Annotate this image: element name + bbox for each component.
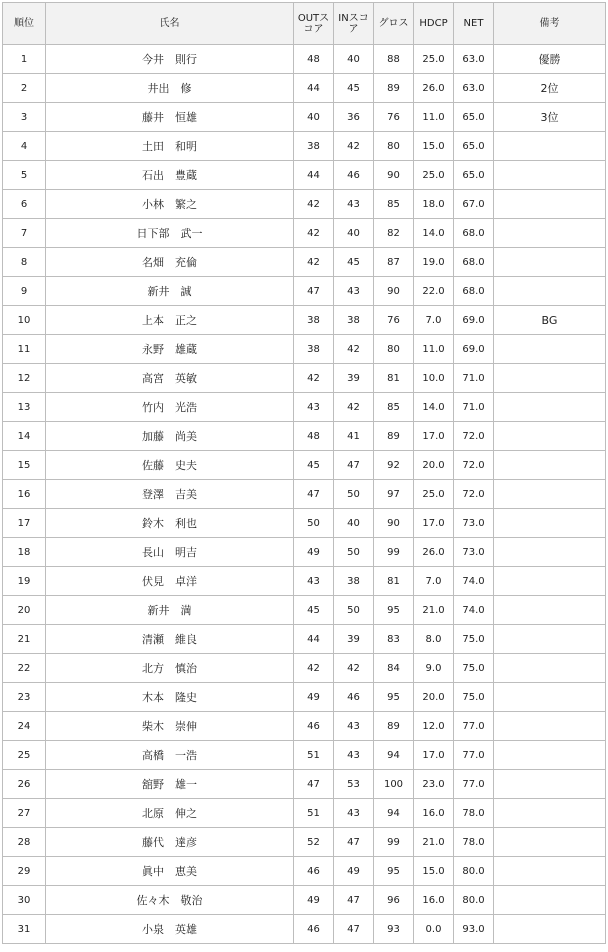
table-row [3,306,606,335]
note-cell [494,654,606,683]
hdcp-cell: 21.0 [414,596,454,625]
rank-cell: 11 [3,335,46,364]
in-score-cell: 43 [334,712,374,741]
name-cell: 永野 雄蔵 [46,335,294,364]
header-in-score: INスコア [334,3,374,45]
name-cell: 高宮 英敏 [46,364,294,393]
rank-cell: 14 [3,422,46,451]
in-score-cell: 38 [334,306,374,335]
rank-cell: 17 [3,509,46,538]
out-score-cell: 49 [294,683,334,712]
hdcp-cell: 25.0 [414,45,454,74]
hdcp-cell: 7.0 [414,567,454,596]
table-row [3,74,606,103]
net-cell: 75.0 [454,683,494,712]
net-cell: 74.0 [454,567,494,596]
in-score-cell: 47 [334,451,374,480]
rank-cell: 25 [3,741,46,770]
net-cell: 65.0 [454,132,494,161]
out-score-cell: 47 [294,770,334,799]
note-cell [494,335,606,364]
in-score-cell: 49 [334,857,374,886]
in-score-cell: 53 [334,770,374,799]
net-cell: 72.0 [454,422,494,451]
name-cell: 小泉 英雄 [46,915,294,944]
rank-cell: 2 [3,74,46,103]
note-cell: 優勝 [494,45,606,74]
in-score-cell: 43 [334,741,374,770]
net-cell: 69.0 [454,306,494,335]
rank-cell: 23 [3,683,46,712]
name-cell: 北方 慎治 [46,654,294,683]
table-row [3,799,606,828]
table-row [3,248,606,277]
out-score-cell: 46 [294,857,334,886]
out-score-cell: 42 [294,654,334,683]
hdcp-cell: 11.0 [414,335,454,364]
out-score-cell: 44 [294,161,334,190]
out-score-cell: 42 [294,248,334,277]
note-cell: 3位 [494,103,606,132]
table-row [3,654,606,683]
note-cell [494,712,606,741]
gross-cell: 99 [374,828,414,857]
hdcp-cell: 25.0 [414,480,454,509]
table-row [3,712,606,741]
out-score-cell: 45 [294,451,334,480]
out-score-cell: 48 [294,45,334,74]
table-row [3,828,606,857]
net-cell: 65.0 [454,161,494,190]
rank-cell: 19 [3,567,46,596]
net-cell: 78.0 [454,828,494,857]
net-cell: 72.0 [454,451,494,480]
rank-cell: 4 [3,132,46,161]
hdcp-cell: 8.0 [414,625,454,654]
header-gross: グロス [374,3,414,45]
hdcp-cell: 25.0 [414,161,454,190]
out-score-cell: 43 [294,393,334,422]
rank-cell: 15 [3,451,46,480]
table-row [3,277,606,306]
hdcp-cell: 18.0 [414,190,454,219]
hdcp-cell: 10.0 [414,364,454,393]
out-score-cell: 42 [294,219,334,248]
net-cell: 73.0 [454,538,494,567]
out-score-cell: 44 [294,74,334,103]
rank-cell: 5 [3,161,46,190]
table-row [3,103,606,132]
rank-cell: 20 [3,596,46,625]
gross-cell: 90 [374,161,414,190]
out-score-cell: 46 [294,915,334,944]
net-cell: 80.0 [454,886,494,915]
out-score-cell: 40 [294,103,334,132]
out-score-cell: 38 [294,306,334,335]
table-row [3,567,606,596]
gross-cell: 80 [374,132,414,161]
gross-cell: 90 [374,509,414,538]
rank-cell: 26 [3,770,46,799]
gross-cell: 97 [374,480,414,509]
net-cell: 67.0 [454,190,494,219]
in-score-cell: 38 [334,567,374,596]
gross-cell: 80 [374,335,414,364]
hdcp-cell: 23.0 [414,770,454,799]
name-cell: 井出 修 [46,74,294,103]
table-row [3,364,606,393]
rank-cell: 6 [3,190,46,219]
note-cell [494,683,606,712]
net-cell: 68.0 [454,219,494,248]
in-score-cell: 36 [334,103,374,132]
hdcp-cell: 15.0 [414,857,454,886]
note-cell [494,393,606,422]
gross-cell: 85 [374,393,414,422]
in-score-cell: 46 [334,683,374,712]
net-cell: 71.0 [454,393,494,422]
name-cell: 小林 繁之 [46,190,294,219]
header-out-score: OUTスコア [294,3,334,45]
note-cell [494,915,606,944]
in-score-cell: 47 [334,828,374,857]
note-cell [494,219,606,248]
table-row [3,190,606,219]
net-cell: 75.0 [454,625,494,654]
table-row [3,625,606,654]
name-cell: 名畑 充倫 [46,248,294,277]
note-cell: BG [494,306,606,335]
out-score-cell: 38 [294,132,334,161]
gross-cell: 88 [374,45,414,74]
in-score-cell: 39 [334,364,374,393]
gross-cell: 84 [374,654,414,683]
rank-cell: 30 [3,886,46,915]
table-row [3,857,606,886]
out-score-cell: 38 [294,335,334,364]
hdcp-cell: 7.0 [414,306,454,335]
rank-cell: 27 [3,799,46,828]
table-row [3,683,606,712]
net-cell: 69.0 [454,335,494,364]
note-cell [494,857,606,886]
gross-cell: 85 [374,190,414,219]
rank-cell: 9 [3,277,46,306]
note-cell [494,422,606,451]
rank-cell: 13 [3,393,46,422]
gross-cell: 89 [374,712,414,741]
in-score-cell: 42 [334,393,374,422]
in-score-cell: 42 [334,654,374,683]
note-cell [494,451,606,480]
gross-cell: 81 [374,567,414,596]
name-cell: 舘野 雄一 [46,770,294,799]
note-cell [494,770,606,799]
out-score-cell: 44 [294,625,334,654]
rank-cell: 1 [3,45,46,74]
rank-cell: 28 [3,828,46,857]
net-cell: 74.0 [454,596,494,625]
gross-cell: 90 [374,277,414,306]
hdcp-cell: 19.0 [414,248,454,277]
name-cell: 藤代 達彦 [46,828,294,857]
name-cell: 高橋 一浩 [46,741,294,770]
table-row [3,538,606,567]
rank-cell: 24 [3,712,46,741]
gross-cell: 94 [374,741,414,770]
in-score-cell: 45 [334,74,374,103]
net-cell: 68.0 [454,248,494,277]
net-cell: 77.0 [454,712,494,741]
note-cell [494,741,606,770]
hdcp-cell: 21.0 [414,828,454,857]
note-cell [494,190,606,219]
gross-cell: 95 [374,596,414,625]
table-row [3,45,606,74]
net-cell: 78.0 [454,799,494,828]
note-cell [494,132,606,161]
out-score-cell: 42 [294,190,334,219]
in-score-cell: 43 [334,799,374,828]
out-score-cell: 49 [294,538,334,567]
in-score-cell: 43 [334,190,374,219]
out-score-cell: 51 [294,741,334,770]
name-cell: 佐藤 史夫 [46,451,294,480]
net-cell: 93.0 [454,915,494,944]
name-cell: 新井 誠 [46,277,294,306]
net-cell: 65.0 [454,103,494,132]
in-score-cell: 42 [334,335,374,364]
net-cell: 77.0 [454,770,494,799]
out-score-cell: 43 [294,567,334,596]
note-cell [494,828,606,857]
hdcp-cell: 16.0 [414,799,454,828]
note-cell [494,161,606,190]
name-cell: 石出 豊蔵 [46,161,294,190]
hdcp-cell: 16.0 [414,886,454,915]
name-cell: 新井 満 [46,596,294,625]
in-score-cell: 40 [334,509,374,538]
name-cell: 北原 伸之 [46,799,294,828]
in-score-cell: 50 [334,480,374,509]
name-cell: 藤井 恒雄 [46,103,294,132]
gross-cell: 95 [374,683,414,712]
hdcp-cell: 9.0 [414,654,454,683]
name-cell: 加藤 尚美 [46,422,294,451]
hdcp-cell: 17.0 [414,509,454,538]
header-rank: 順位 [3,3,46,45]
results-table [2,2,606,944]
name-cell: 佐々木 敬治 [46,886,294,915]
out-score-cell: 52 [294,828,334,857]
in-score-cell: 47 [334,915,374,944]
gross-cell: 76 [374,306,414,335]
name-cell: 登澤 吉美 [46,480,294,509]
hdcp-cell: 12.0 [414,712,454,741]
net-cell: 63.0 [454,45,494,74]
note-cell [494,480,606,509]
net-cell: 75.0 [454,654,494,683]
gross-cell: 87 [374,248,414,277]
header-note: 備考 [494,3,606,45]
note-cell [494,799,606,828]
rank-cell: 7 [3,219,46,248]
hdcp-cell: 17.0 [414,741,454,770]
hdcp-cell: 17.0 [414,422,454,451]
out-score-cell: 45 [294,596,334,625]
table-row [3,915,606,944]
in-score-cell: 50 [334,596,374,625]
in-score-cell: 47 [334,886,374,915]
gross-cell: 92 [374,451,414,480]
hdcp-cell: 11.0 [414,103,454,132]
hdcp-cell: 20.0 [414,451,454,480]
hdcp-cell: 26.0 [414,538,454,567]
table-row [3,451,606,480]
rank-cell: 16 [3,480,46,509]
note-cell [494,509,606,538]
note-cell [494,248,606,277]
note-cell [494,625,606,654]
name-cell: 木本 隆史 [46,683,294,712]
hdcp-cell: 20.0 [414,683,454,712]
note-cell [494,364,606,393]
table-row [3,741,606,770]
name-cell: 上本 正之 [46,306,294,335]
out-score-cell: 49 [294,886,334,915]
net-cell: 80.0 [454,857,494,886]
name-cell: 竹内 光浩 [46,393,294,422]
in-score-cell: 39 [334,625,374,654]
in-score-cell: 45 [334,248,374,277]
gross-cell: 81 [374,364,414,393]
note-cell [494,567,606,596]
rank-cell: 22 [3,654,46,683]
hdcp-cell: 26.0 [414,74,454,103]
in-score-cell: 40 [334,45,374,74]
note-cell: 2位 [494,74,606,103]
out-score-cell: 51 [294,799,334,828]
hdcp-cell: 14.0 [414,219,454,248]
out-score-cell: 47 [294,480,334,509]
table-row [3,219,606,248]
name-cell: 今井 則行 [46,45,294,74]
gross-cell: 76 [374,103,414,132]
table-row [3,393,606,422]
name-cell: 清瀬 維良 [46,625,294,654]
rank-cell: 8 [3,248,46,277]
note-cell [494,596,606,625]
in-score-cell: 50 [334,538,374,567]
results-body [3,45,606,944]
net-cell: 71.0 [454,364,494,393]
out-score-cell: 50 [294,509,334,538]
hdcp-cell: 14.0 [414,393,454,422]
note-cell [494,886,606,915]
gross-cell: 100 [374,770,414,799]
hdcp-cell: 0.0 [414,915,454,944]
gross-cell: 89 [374,422,414,451]
out-score-cell: 47 [294,277,334,306]
out-score-cell: 48 [294,422,334,451]
net-cell: 68.0 [454,277,494,306]
table-row [3,596,606,625]
net-cell: 77.0 [454,741,494,770]
table-row [3,335,606,364]
rank-cell: 21 [3,625,46,654]
gross-cell: 95 [374,857,414,886]
gross-cell: 99 [374,538,414,567]
hdcp-cell: 22.0 [414,277,454,306]
gross-cell: 96 [374,886,414,915]
name-cell: 日下部 武一 [46,219,294,248]
rank-cell: 10 [3,306,46,335]
table-row [3,422,606,451]
gross-cell: 89 [374,74,414,103]
name-cell: 土田 和明 [46,132,294,161]
out-score-cell: 42 [294,364,334,393]
header-net: NET [454,3,494,45]
header-hdcp: HDCP [414,3,454,45]
rank-cell: 12 [3,364,46,393]
table-row [3,480,606,509]
rank-cell: 31 [3,915,46,944]
name-cell: 鈴木 利也 [46,509,294,538]
in-score-cell: 46 [334,161,374,190]
table-row [3,886,606,915]
rank-cell: 3 [3,103,46,132]
hdcp-cell: 15.0 [414,132,454,161]
net-cell: 72.0 [454,480,494,509]
in-score-cell: 43 [334,277,374,306]
in-score-cell: 41 [334,422,374,451]
rank-cell: 18 [3,538,46,567]
in-score-cell: 42 [334,132,374,161]
in-score-cell: 40 [334,219,374,248]
gross-cell: 82 [374,219,414,248]
table-row [3,161,606,190]
name-cell: 柴木 崇伸 [46,712,294,741]
note-cell [494,538,606,567]
note-cell [494,277,606,306]
header-row [3,3,606,45]
name-cell: 伏見 卓洋 [46,567,294,596]
name-cell: 眞中 恵美 [46,857,294,886]
gross-cell: 93 [374,915,414,944]
table-row [3,132,606,161]
gross-cell: 83 [374,625,414,654]
net-cell: 73.0 [454,509,494,538]
table-row [3,509,606,538]
out-score-cell: 46 [294,712,334,741]
header-name: 氏名 [46,3,294,45]
gross-cell: 94 [374,799,414,828]
net-cell: 63.0 [454,74,494,103]
table-row [3,770,606,799]
name-cell: 長山 明吉 [46,538,294,567]
rank-cell: 29 [3,857,46,886]
